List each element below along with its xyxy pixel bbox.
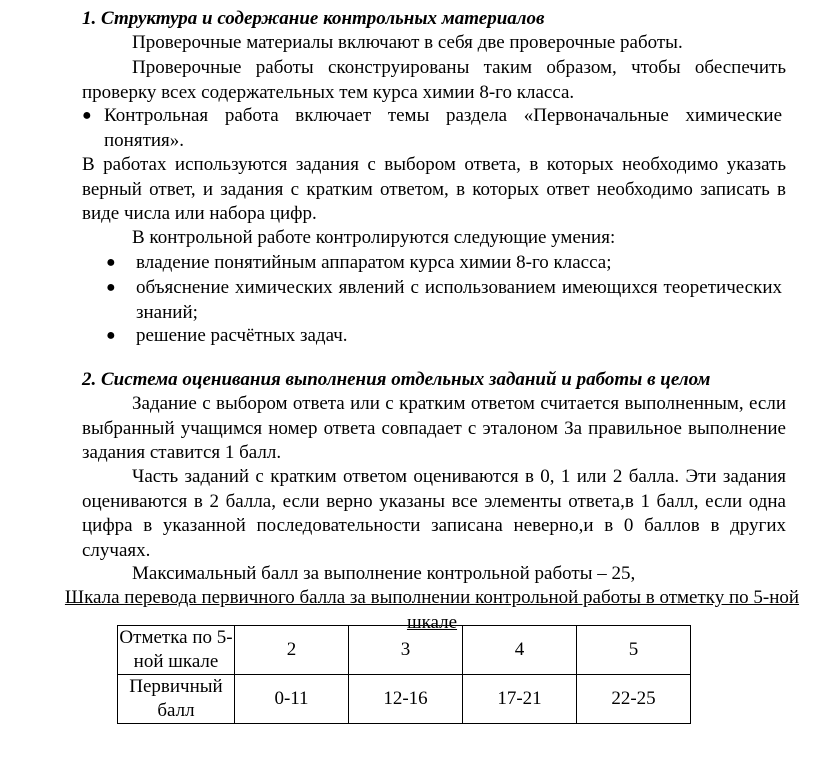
table-cell: 0-11 (235, 675, 349, 724)
skill-item (82, 324, 782, 349)
bullet-dot-icon: ● (106, 327, 116, 344)
skill-item (82, 276, 782, 325)
skill-text: решение расчётных задач. (136, 325, 348, 346)
bullet-dot-icon: ● (82, 107, 92, 124)
table-cell: 3 (349, 626, 463, 675)
section2-paragraph-2: Часть заданий с кратким ответом оцениваются в 0, 1 или 2 балла. Эти задания оцениваются в 2 балла, если верно указаны все элементы ответа,в 1 балл, если одна цифра в указанной последовательности записана неверно,и в 0 баллов в других случаях. (82, 466, 786, 561)
bullet-text: Контрольная работа включает темы раздела «Первоначальные химические понятия». (104, 105, 782, 151)
section2-paragraph-3: Максимальный балл за выполнение контрольной работы – 25, (132, 563, 636, 584)
table-cell: 4 (463, 626, 577, 675)
table-cell: 17-21 (463, 675, 577, 724)
table-row (118, 626, 691, 675)
table-row (118, 675, 691, 724)
table-cell: 5 (577, 626, 691, 675)
section1-paragraph-2: Проверочные работы сконструированы таким образом, чтобы обеспечить проверку всех содержательных тем курса химии 8-го класса. (82, 57, 786, 103)
section1-bullet-1 (82, 104, 782, 153)
skill-text: объяснение химических явлений с использованием имеющихся теоретических знаний; (136, 277, 782, 323)
section1-paragraph-1: Проверочные материалы включают в себя две проверочные работы. (132, 32, 683, 53)
table-row-header: Первичный балл (118, 675, 235, 724)
section1-heading: 1. Структура и содержание контрольных материалов (82, 8, 545, 29)
section2-heading: 2. Система оценивания выполнения отдельных заданий и работы в целом (82, 369, 711, 390)
table-cell: 22-25 (577, 675, 691, 724)
grade-scale-table (117, 625, 691, 724)
table-row-header: Отметка по 5-ной шкале (118, 626, 235, 675)
skill-text: владение понятийным аппаратом курса химии 8-го класса; (136, 252, 612, 273)
table-cell: 2 (235, 626, 349, 675)
bullet-dot-icon: ● (106, 254, 116, 271)
scale-title: Шкала перевода первичного балла за выполнении контрольной работы в отметку по 5-ной шкале (64, 587, 800, 633)
table-cell: 12-16 (349, 675, 463, 724)
bullet-dot-icon: ● (106, 279, 116, 296)
skill-item (82, 251, 782, 276)
section1-paragraph-3: В работах используются задания с выбором ответа, в которых необходимо указать верный ответ, и задания с кратким ответом, в которых ответ необходимо записать в виде числа или набора цифр. (82, 154, 786, 224)
section1-paragraph-4: В контрольной работе контролируются следующие умения: (132, 227, 616, 248)
section2-paragraph-1: Задание с выбором ответа или с кратким ответом считается выполненным, если выбранный учащимся номер ответа совпадает с эталоном За правильное выполнение задания ставится 1 балл. (82, 393, 786, 463)
